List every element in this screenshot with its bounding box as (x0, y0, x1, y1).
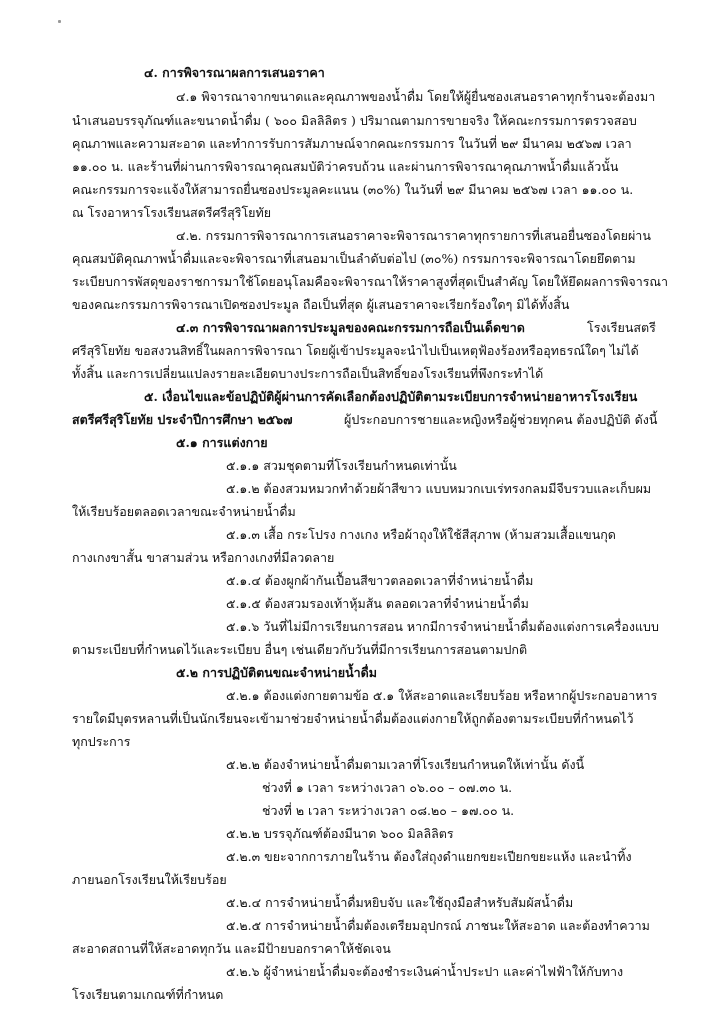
text-line: โรงเรียนสตรี (587, 320, 656, 335)
text-line: ๕.๒.๑ ต้องแต่งกายตามข้อ ๕.๑ ให้สะอาดและเรียบร้อย หรือหากผู้ประกอบอาหาร (226, 688, 658, 703)
text-line: ๕.๒.๔ การจำหน่ายน้ำดื่มหยิบจับ และใช้ถุงมือสำหรับสัมผัสน้ำดื่ม (226, 895, 574, 910)
section-4-heading: ๔. การพิจารณาผลการเสนอราคา (144, 65, 325, 80)
text-line: ๕.๑.๓ เสื้อ กระโปรง กางเกง หรือผ้าถุงให้ใช้สีสุภาพ (ห้ามสวมเสื้อแขนกุด (226, 527, 616, 542)
text-line: ๑๑.๐๐ น. และร้านที่ผ่านการพิจารณาคุณสมบัติว่าครบถ้วน และผ่านการพิจารณาคุณภาพน้ำดื่มแล้วนั้น (72, 159, 619, 174)
text-line: ๕.๒.๕ การจำหน่ายน้ำดื่มต้องเตรียมอุปกรณ์ ภาชนะให้สะอาด และต้องทำความ (226, 918, 650, 933)
text-line: โรงเรียนตามเกณฑ์ที่กำหนด (72, 987, 224, 1002)
text-line: ๕.๑.๕ ต้องสวมรองเท้าหุ้มส้น ตลอดเวลาที่จำหน่ายน้ำดื่ม (226, 596, 529, 611)
subsection-5-2-heading: ๕.๒ การปฏิบัติตนขณะจำหน่ายน้ำดื่ม (176, 665, 377, 680)
text-line: ทั้งสิ้น และการเปลี่ยนแปลงรายละเอียดบางประการถือเป็นสิทธิ์ของโรงเรียนที่พึงกระทำได้ (72, 366, 544, 381)
time-slot-1: ช่วงที่ ๑ เวลา ระหว่างเวลา ๐๖.๐๐ – ๐๗.๓๐ น. (262, 780, 513, 795)
text-line: ทุกประการ (72, 734, 131, 749)
section-5-heading: ๕. เงื่อนไขและข้อปฏิบัติผู้ผ่านการคัดเลือกต้องปฏิบัติตามระเบียบการจำหน่ายอาหารโรงเรียน (144, 389, 638, 404)
text-line: สะอาดสถานที่ให้สะอาดทุกวัน และมีป้ายบอกราคาให้ชัดเจน (72, 941, 391, 956)
text-line: ๕.๑.๔ ต้องผูกผ้ากันเปื้อนสีขาวตลอดเวลาที่จำหน่ายน้ำดื่ม (226, 573, 534, 588)
text-line: ๕.๑.๒ ต้องสวมหมวกทำด้วยผ้าสีขาว แบบหมวกเบเร่ทรงกลมมีจีบรวบและเก็บผม (226, 481, 652, 496)
text-line: ๕.๒.๖ ผู้จำหน่ายน้ำดื่มจะต้องชำระเงินค่าน้ำประปา และค่าไฟฟ้าให้กับทาง (226, 964, 624, 979)
text-line: ภายนอกโรงเรียนให้เรียบร้อย (72, 872, 227, 887)
text-line: คุณสมบัติคุณภาพน้ำดื่มและจะพิจารณาที่เสนอมาเป็นลำดับต่อไป (๓๐%) กรรมการจะพิจารณาโดยยึดตาม (72, 251, 636, 266)
text-line: คณะกรรมการจะแจ้งให้สามารถยื่นซองประมูลคะแนน (๓๐%) ในวันที่ ๒๙ มีนาคม ๒๕๖๗ เวลา ๑๑.๐๐ น. (72, 182, 634, 197)
subsection-4-3-heading: ๔.๓ การพิจารณาผลการประมูลของคณะกรรมการถือเป็นเด็ดขาด (176, 320, 525, 335)
text-line: ณ โรงอาหารโรงเรียนสตรีศรีสุริโยทัย (72, 205, 272, 220)
text-line: รายใดมีบุตรหลานที่เป็นนักเรียนจะเข้ามาช่วยจำหน่ายน้ำดื่มต้องแต่งกายให้ถูกต้องตามระเบียบที่กำหนดไว้ (72, 711, 634, 726)
text-line: ๔.๑ พิจารณาจากขนาดและคุณภาพของน้ำดื่ม โดยให้ผู้ยื่นซองเสนอราคาทุกร้านจะต้องมา (176, 89, 656, 104)
text-line: ๕.๒.๓ ขยะจากการภายในร้าน ต้องใส่ถุงดำแยกขยะเปียกขยะแห้ง และนำทิ้ง (226, 849, 632, 864)
text-line: ๕.๑.๑ สวมชุดตามที่โรงเรียนกำหนดเท่านั้น (226, 458, 457, 473)
text-line: ๕.๒.๒ บรรจุภัณฑ์ต้องมีนาด ๖๐๐ มิลลิลิตร (226, 826, 454, 841)
scan-mark (58, 20, 61, 23)
text-line: ตามระเบียบที่กำหนดไว้และระเบียบ อื่นๆ เช่นเดียวกับวันที่มีการเรียนการสอนตามปกติ (72, 642, 528, 657)
text-line: ให้เรียบร้อยตลอดเวลาขณะจำหน่ายน้ำดื่ม (72, 504, 296, 519)
text-line: ระเบียบการพัสดุของราชการมาใช้โดยอนุโลมคือจะพิจารณาให้ราคาสูงที่สุดเป็นสำคัญ โดยให้ยึดผลการพิจารณา (72, 274, 669, 289)
text-line: ๕.๒.๒ ต้องจำหน่ายน้ำดื่มตามเวลาที่โรงเรียนกำหนดให้เท่านั้น ดังนี้ (226, 757, 585, 772)
text-line: ของคณะกรรมการพิจารณาเปิดซองประมูล ถือเป็นที่สุด ผู้เสนอราคาจะเรียกร้องใดๆ มิได้ทั้งสิ้น (72, 297, 570, 312)
section-5-heading-cont: สตรีศรีสุริโยทัย ประจำปีการศึกษา ๒๕๖๗ (72, 412, 293, 427)
text-line: กางเกงขาสั้น ขาสามส่วน หรือกางเกงที่มีลวดลาย (72, 550, 335, 565)
time-slot-2: ช่วงที่ ๒ เวลา ระหว่างเวลา ๐๘.๒๐ – ๑๗.๐๐ น. (262, 803, 515, 818)
text-line: ผู้ประกอบการชายและหญิงหรือผู้ช่วยทุกคน ต้องปฏิบัติ ดังนี้ (344, 412, 658, 427)
text-line: คุณภาพและความสะอาด และทำการรับการสัมภาษณ์จากคณะกรรมการ ในวันที่ ๒๙ มีนาคม ๒๕๖๗ เวลา (72, 136, 632, 151)
text-line: นำเสนอบรรจุภัณฑ์และขนาดน้ำดื่ม ( ๖๐๐ มิลลิลิตร ) ปริมาณตามการขายจริง ให้คณะกรรมการตรวจสอบ (72, 113, 637, 128)
text-line: ๕.๑.๖ วันที่ไม่มีการเรียนการสอน หากมีการจำหน่ายน้ำดื่มต้องแต่งการเครื่องแบบ (226, 619, 659, 634)
text-line: ศรีสุริโยทัย ขอสงวนสิทธิ์ในผลการพิจารณา โดยผู้เข้าประมูลจะนำไปเป็นเหตุฟ้องร้องหรืออุทธรณ์ใดๆ ไม่ได้ (72, 343, 639, 358)
text-line: ๔.๒. กรรมการพิจารณาการเสนอราคาจะพิจารณาราคาทุกรายการที่เสนอยื่นซองโดยผ่าน (176, 228, 651, 243)
subsection-5-1-heading: ๕.๑ การแต่งกาย (176, 435, 268, 450)
